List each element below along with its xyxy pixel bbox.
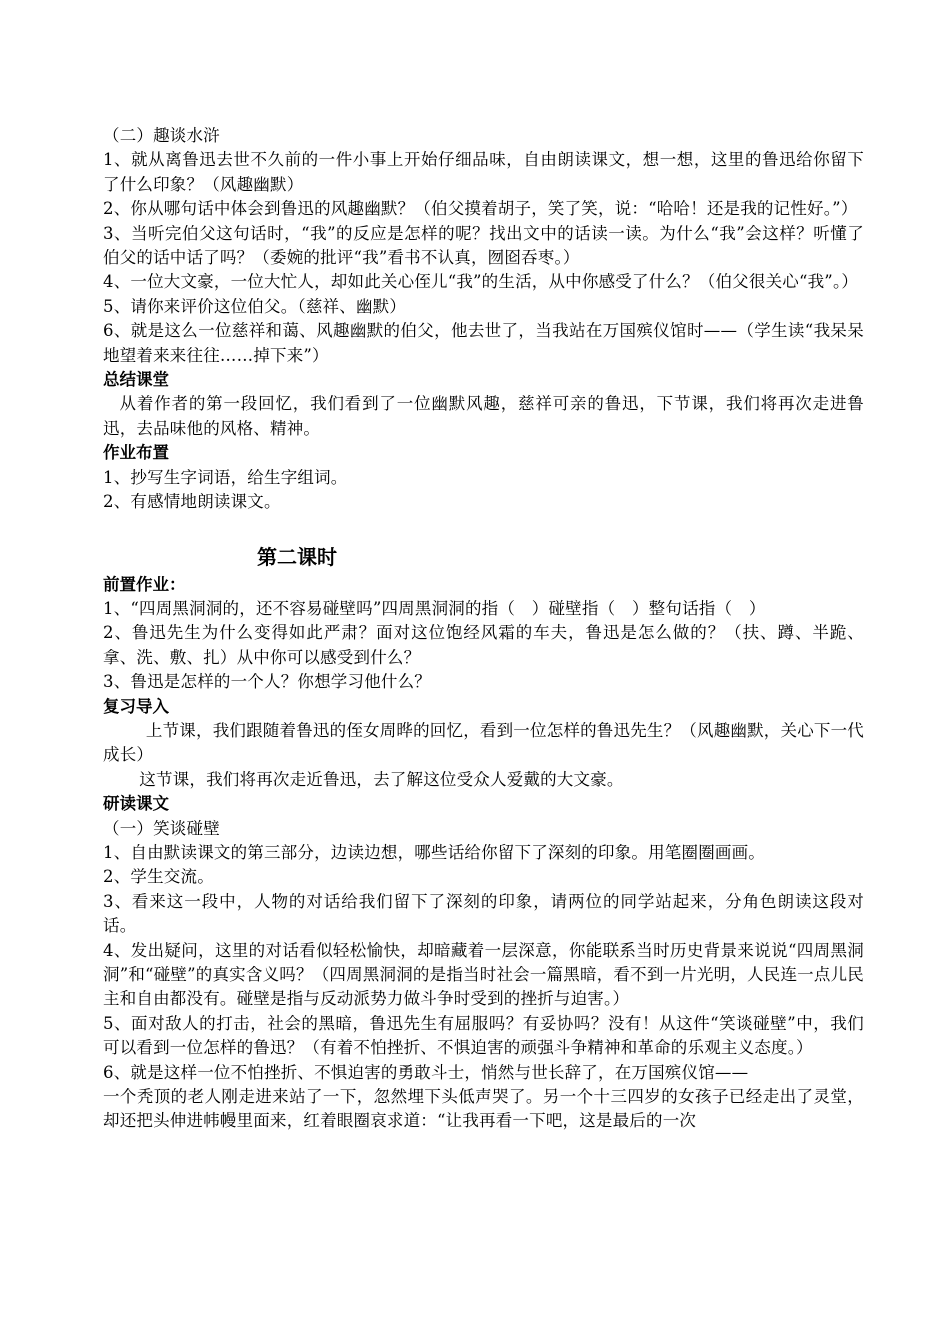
lesson-2-title: 第二课时 <box>257 544 337 569</box>
question-3: 3、当听完伯父这句话时，“我”的反应是怎样的呢？找出文中的话读一读。为什么“我”会这样？听懂了伯父的话中话了吗？（委婉的批评“我”看书不认真，囫囵吞枣。） <box>103 223 864 268</box>
question-4: 4、一位大文豪，一位大忙人，却如此关心侄儿“我”的生活，从中你感受了什么？（伯父很关心“我”。） <box>103 272 859 292</box>
heading-study: 研读课文 <box>103 794 169 814</box>
question-2: 2、你从哪句话中体会到鲁迅的风趣幽默？（伯父摸着胡子，笑了笑，说：“哈哈！还是我的记性好。”） <box>103 199 858 219</box>
pre-homework-3: 3、鲁迅是怎样的一个人？你想学习他什么？ <box>103 672 431 692</box>
study-step-1: 1、自由默读课文的第三部分，边读边想，哪些话给你留下了深刻的印象。用笔圈圈画画。 <box>103 842 765 862</box>
section-heading-qutan-shuihu: （二）趣谈水浒 <box>103 126 220 145</box>
study-step-3: 3、看来这一段中，人物的对话给我们留下了深刻的印象，请两位的同学站起来，分角色朗读这段对话。 <box>103 891 864 936</box>
section-heading-xiaotan-pengbi: （一）笑谈碰壁 <box>103 818 220 838</box>
study-step-4: 4、发出疑问，这里的对话看似轻松愉快，却暗藏着一层深意，你能联系当时历史背景来说说“四周黑洞洞”和“碰壁”的真实含义吗？（四周黑洞洞的是指当时社会一篇黑暗，看不到一片光明，人民连一点儿民主和自由都没有。碰壁是指与反动派势力做斗争时受到的挫折与迫害。） <box>103 940 864 1009</box>
review-paragraph-1: 上节课，我们跟随着鲁迅的侄女周晔的回忆，看到一位怎样的鲁迅先生？（风趣幽默，关心下一代成长） <box>103 720 864 765</box>
summary-paragraph: 从着作者的第一段回忆，我们看到了一位幽默风趣，慈祥可亲的鲁迅，下节课，我们将再次走进鲁迅，去品味他的风格、精神。 <box>103 394 864 438</box>
pre-homework-2: 2、鲁迅先生为什么变得如此严肃？面对这位饱经风霜的车夫，鲁迅是怎么做的？（扶、蹲、半跪、拿、洗、敷、扎）从中你可以感受到什么？ <box>103 623 864 667</box>
study-step-2: 2、学生交流。 <box>103 867 214 887</box>
study-step-6: 6、就是这样一位不怕挫折、不惧迫害的勇敢斗士，悄然与世长辞了，在万国殡仪馆—— <box>103 1062 749 1082</box>
heading-homework: 作业布置 <box>103 443 169 463</box>
heading-review: 复习导入 <box>103 696 169 716</box>
homework-2: 2、有感情地朗读课文。 <box>103 492 281 512</box>
review-paragraph-2: 这节课，我们将再次走近鲁迅，去了解这位受众人爱戴的大文豪。 <box>139 769 624 789</box>
question-1: 1、就从离鲁迅去世不久前的一件小事上开始仔细品味，自由朗读课文，想一想，这里的鲁迅给你留下了什么印象？（风趣幽默） <box>103 150 864 194</box>
heading-pre-homework: 前置作业： <box>103 574 186 594</box>
question-6: 6、就是这么一位慈祥和蔼、风趣幽默的伯父，他去世了，当我站在万国殡仪馆时——（学生读“我呆呆地望着来来往往……掉下来”） <box>103 321 864 365</box>
heading-summary: 总结课堂 <box>103 370 169 390</box>
study-step-5: 5、面对敌人的打击，社会的黑暗，鲁迅先生有屈服吗？有妥协吗？没有！从这件“笑谈碰壁”中，我们可以看到一位怎样的鲁迅？（有着不怕挫折、不惧迫害的顽强斗争精神和革命的乐观主义态度。） <box>103 1013 864 1058</box>
question-5: 5、请你来评价这位伯父。（慈祥、幽默） <box>103 296 407 316</box>
homework-1: 1、抄写生字词语，给生字组词。 <box>103 467 348 487</box>
pre-homework-1: 1、“四周黑洞洞的，还不容易碰壁吗”四周黑洞洞的指（ ）碰壁指（ ）整句话指（ ） <box>103 598 766 618</box>
study-continuation: 一个秃顶的老人刚走进来站了一下，忽然埋下头低声哭了。另一个十三四岁的女孩子已经走出了灵堂，却还把头伸进帏幔里面来，红着眼圈哀求道：“让我再看一下吧，这是最后的一次 <box>103 1087 864 1131</box>
